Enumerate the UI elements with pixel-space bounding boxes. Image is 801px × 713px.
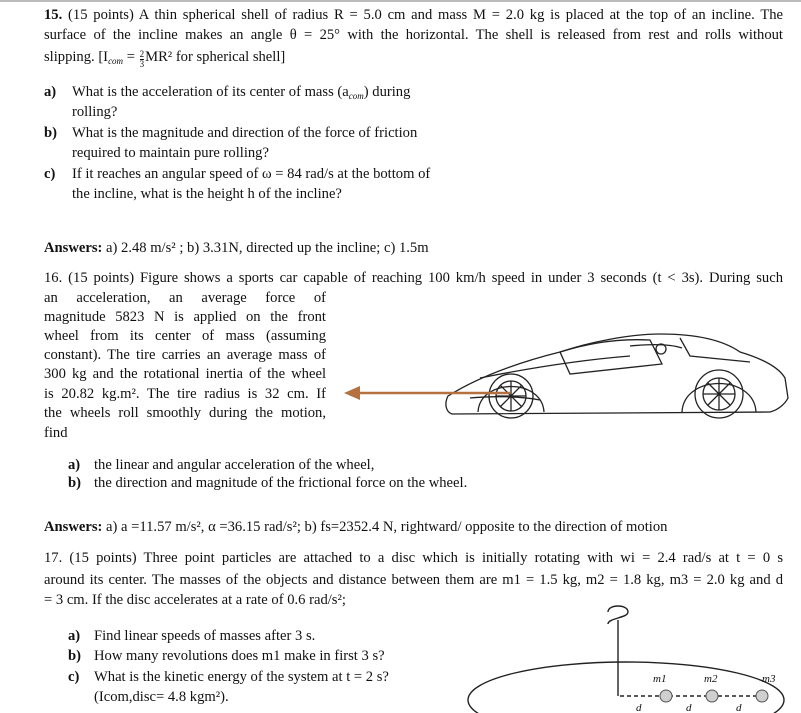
q16-answers: Answers: a) a =11.57 m/s², α =36.15 rad/s²; b) fs=2352.4 N, rightward/ opposite to the direction of motion xyxy=(44,519,668,535)
label-d-2: d xyxy=(686,702,692,713)
label-m3: m3 xyxy=(762,673,776,685)
q16-wrap-line-6: is 20.82 kg.m². The tire radius is 32 cm. If xyxy=(44,386,326,402)
q17-part-c: c) What is the kinetic energy of the system at t = 2 s? xyxy=(68,669,389,685)
q16-wrap-line-8: find xyxy=(44,425,68,441)
q15-part-b-line-1: b) What is the magnitude and direction of the force of friction xyxy=(44,125,418,141)
car-mirror xyxy=(656,344,666,354)
q16-line-1: 16. (15 points) Figure shows a sports car capable of reaching 100 km/h speed in under 3 seconds (t < 3s). During such xyxy=(44,270,783,286)
q16-wrap-line-1: an acceleration, an average force of xyxy=(44,290,326,306)
q17-part-c-extra: (Icom,disc= 4.8 kgm²). xyxy=(94,689,229,705)
q17-line-3: = 3 cm. If the disc accelerates at a rate of 0.6 rad/s²; xyxy=(44,592,346,608)
page-top-border xyxy=(0,0,801,2)
q15-number: 15. xyxy=(44,7,63,23)
car-body-line xyxy=(480,356,630,378)
q17-line-1: 17. (15 points) Three point particles are attached to a disc which is initially rotating with wi = 2.4 rad/s at t = 0 s xyxy=(44,550,783,566)
mass-m1 xyxy=(660,690,672,702)
label-d-3: d xyxy=(736,702,742,713)
q15-part-b-line-2: required to maintain pure rolling? xyxy=(72,145,269,161)
q15-part-a-line-1: a) What is the acceleration of its center of mass $(a_{com})$ during xyxy=(44,84,411,101)
q16-wrap-line-4: constant). The tire carries an average mass of xyxy=(44,347,326,363)
label-d-1: d xyxy=(636,702,642,713)
car-rear-line xyxy=(680,338,750,362)
q15-answers: Answers: a) 2.48 m/s² ; b) 3.31N, directed up the incline; c) 1.5m xyxy=(44,240,429,256)
q17-part-a: a) Find linear speeds of masses after 3 s. xyxy=(68,628,316,644)
q15-part-a-line-2: rolling? xyxy=(72,104,118,120)
q15-line-1: 15. (15 points) A thin spherical shell of radius R = 5.0 cm and mass M = 2.0 kg is placed at the top of an incline. The xyxy=(44,7,784,23)
mass-m3 xyxy=(756,690,768,702)
q16-wrap-line-7: the wheels roll smoothly during the motion, xyxy=(44,405,326,421)
q16-wrap-line-3: wheel from its center of mass (assuming xyxy=(44,328,326,344)
q16-wrap-line-5: 300 kg and the rotational inertia of the wheel xyxy=(44,366,326,382)
two-thirds-fraction: $\frac{2}{3}$ xyxy=(139,49,145,69)
rotating-disc-figure xyxy=(466,600,801,713)
mass-m2 xyxy=(706,690,718,702)
force-arrow xyxy=(344,386,510,400)
q15-line-3: slipping. [$I_{com}$ = $\frac{2}{3}$ MR² for spherical shell] xyxy=(44,49,286,69)
label-m1: m1 xyxy=(653,673,667,685)
q16-part-a: a) the linear and angular acceleration of the wheel, xyxy=(68,457,375,473)
front-spokes xyxy=(496,381,526,411)
q17-part-b: b) How many revolutions does m1 make in first 3 s? xyxy=(68,648,385,664)
q16-part-b: b) the direction and magnitude of the frictional force on the wheel. xyxy=(68,475,468,491)
q15-part-c-line-1: c) If it reaches an angular speed of ω = 84 rad/s at the bottom of xyxy=(44,166,431,182)
q16-wrap-line-2: magnitude 5823 N is applied on the front xyxy=(44,309,326,325)
q17-line-2: around its center. The masses of the objects and distance between them are m1 = 1.5 kg, m2 = 1.8 kg, m3 = 2.0 kg and d xyxy=(44,572,783,588)
sports-car-figure xyxy=(330,316,800,440)
q15-line-2: surface of the incline makes an angle θ = 25° with the horizontal. The shell is released from rest and rolls without xyxy=(44,27,783,43)
car-front-intake xyxy=(470,397,540,400)
label-m2: m2 xyxy=(704,673,718,685)
q15-part-c-line-2: the incline, what is the height h of the incline? xyxy=(72,186,342,202)
